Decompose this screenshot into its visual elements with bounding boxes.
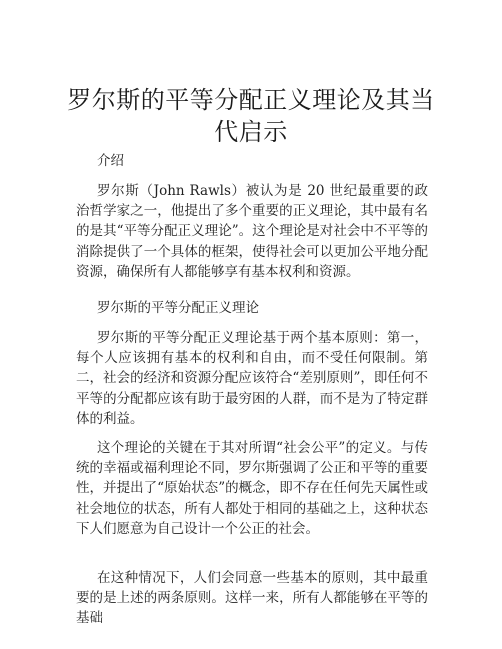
paragraph-intro: 罗尔斯（John Rawls）被认为是 20 世纪最重要的政治哲学家之一，他提出了多个重要的正义理论，其中最有名的是其“平等分配正义理论”。这个理论是对社会中不平等的消除提供了一个具体的框架，使得社会可以更加公平地分配资源，确保所有人都能够享有基本权利和资源。: [76, 183, 428, 280]
paragraph-theory-1: 罗尔斯的平等分配正义理论基于两个基本原则：第一，每个人应该拥有基本的权利和自由，而不受任何限制。第二，社会的经济和资源分配应该符合“差别原则”，即任何不平等的分配都应该有助于最穷困的人群，而不是为了特定群体的利益。: [76, 330, 428, 427]
section-heading-intro: 介绍: [97, 153, 124, 169]
section-heading-theory: 罗尔斯的平等分配正义理论: [97, 300, 259, 316]
document-title: 罗尔斯的平等分配正义理论及其当代启示: [67, 86, 435, 146]
paragraph-theory-2: 这个理论的关键在于其对所谓“社会公平”的定义。与传统的幸福或福利理论不同，罗尔斯强调了公正和平等的重要性，并提出了“原始状态”的概念，即不存在任何先天属性或社会地位的状态，所有人都处于相同的基础之上，这种状态下人们愿意为自己设计一个公正的社会。: [76, 440, 428, 537]
paragraph-theory-3: 在这种情况下，人们会同意一些基本的原则，其中最重要的是上述的两条原则。这样一来，所有人都能够在平等的基础: [76, 570, 428, 627]
